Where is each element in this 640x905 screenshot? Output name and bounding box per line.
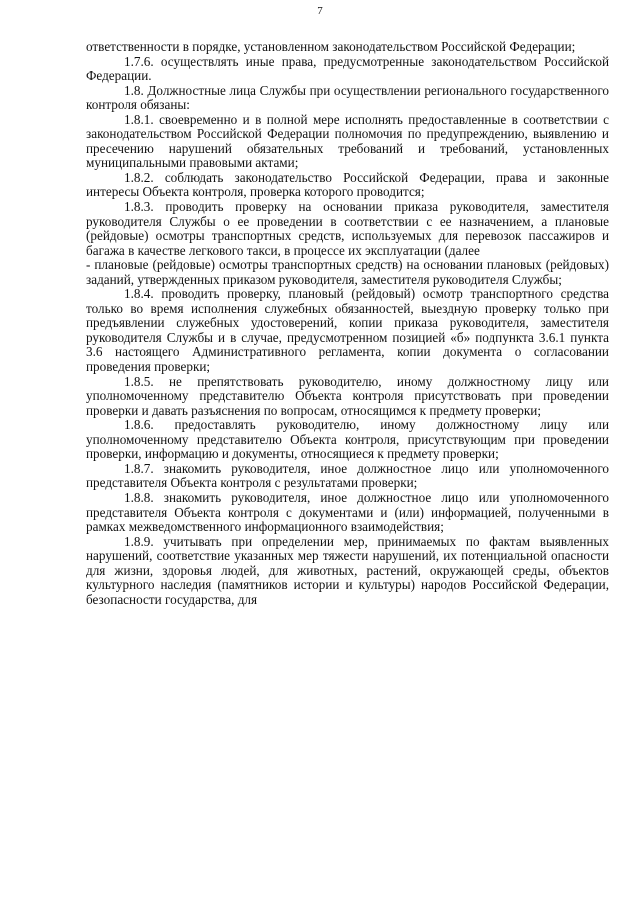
paragraph-1-8-1: 1.8.1. своевременно и в полной мере исполнять предоставленные в соответствии с законодательством Российской Федерации полномочия по предупреждению, выявлению и пресечению нарушений обязательных требований и требований, установленных муниципальными правовыми актами; <box>86 111 609 171</box>
paragraph-1-8-2: 1.8.2. соблюдать законодательство Российской Федерации, права и законные интересы Объекта контроля, проверка которого проводится; <box>86 169 609 200</box>
paragraph-1-8: 1.8. Должностные лица Службы при осуществлении регионального государственного контроля обязаны: <box>86 82 609 113</box>
paragraph-1-8-9: 1.8.9. учитывать при определении мер, принимаемых по фактам выявленных нарушений, соответствие указанных мер тяжести нарушений, их потенциальной опасности для жизни, здоровья людей, для животных, растений, окружающей среды, объектов культурного наследия (памятников истории и культуры) народов Российской Федерации, безопасности государства, для <box>86 533 609 607</box>
document-body <box>86 40 609 607</box>
page-number: 7 <box>317 5 323 17</box>
paragraph-1-8-7: 1.8.7. знакомить руководителя, иное должностное лицо или уполномоченного представителя Объекта контроля с результатами проверки; <box>86 460 609 491</box>
paragraph-1-8-5: 1.8.5. не препятствовать руководителю, иному должностному лицу или уполномоченному представителю Объекта контроля присутствовать при проведении проверки и давать разъяснения по вопросам, относящимся к предмету проверки; <box>86 373 609 418</box>
paragraph-1-8-3: 1.8.3. проводить проверку на основании приказа руководителя, заместителя руководителя Службы о ее проведении в соответствии с ее назначением, а плановые (рейдовые) осмотры транспортных средств, используемых для перевозок пассажиров и багажа в качестве легкового такси, в процессе их эксплуатации (далее <box>86 199 609 258</box>
paragraph-1-8-3-continuation: - плановые (рейдовые) осмотры транспортных средств) на основании плановых (рейдовых) заданий, утвержденных приказом руководителя, заместителя руководителя Службы; <box>86 257 609 287</box>
paragraph-1-8-4: 1.8.4. проводить проверку, плановый (рейдовый) осмотр транспортного средства только во время исполнения служебных обязанностей, выездную проверку только при предъявлении служебных удостоверений, копии приказа руководителя, заместителя руководителя Службы и в случае, предусмотренном позицией «б» подпункта 3.6.1 пункта 3.6 настоящего Административного регламента, копии документа о согласовании проведения проверки; <box>86 286 609 375</box>
paragraph-continued: ответственности в порядке, установленном законодательством Российской Федерации; <box>86 39 576 54</box>
paragraph-1-8-8: 1.8.8. знакомить руководителя, иное должностное лицо или уполномоченного представителя Объекта контроля с документами и (или) информацией, полученными в рамках межведомственного информационного взаимодействия; <box>86 489 609 535</box>
paragraph-1-8-6: 1.8.6. предоставлять руководителю, иному должностному лицу или уполномоченному представителю Объекта контроля, присутствующим при проведении проверки, информацию и документы, относящиеся к предмету проверки; <box>86 417 609 462</box>
paragraph-1-7-6: 1.7.6. осуществлять иные права, предусмотренные законодательством Российской Федерации. <box>86 53 609 84</box>
